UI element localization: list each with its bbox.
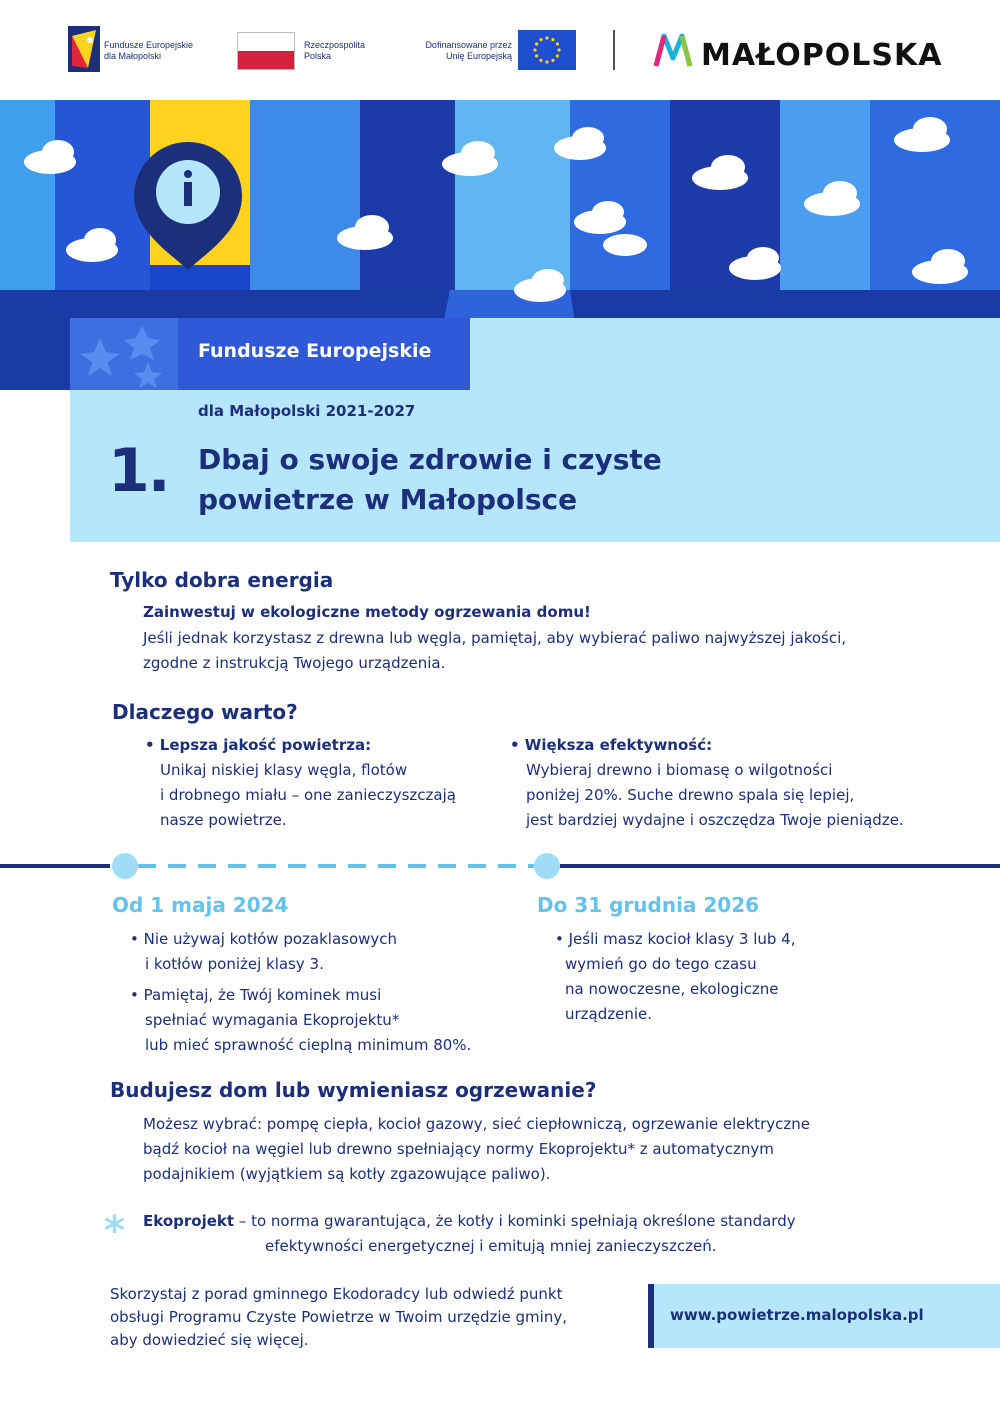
ekoprojekt-def-line2: efektywności energetycznej i emitują mniej zanieczyszczeń.: [265, 1237, 717, 1255]
why-left-line: nasze powietrze.: [160, 811, 287, 829]
why-left-line: Unikaj niskiej klasy węgla, flotów: [160, 761, 408, 779]
eu-stars-decoration: [70, 318, 178, 390]
timeline-left-line: i kotłów poniżej klasy 3.: [145, 955, 324, 973]
timeline-left-line: • Nie używaj kotłów pozaklasowych: [130, 930, 398, 948]
ekoprojekt-def-line1: [143, 1209, 796, 1234]
page-title-line1: Dbaj o swoje zdrowie i czyste: [198, 443, 662, 476]
page-title-line2: powietrze w Małopolsce: [198, 483, 578, 516]
fundusze-europejskie-logo: [68, 26, 100, 72]
fe-tab-label: Fundusze Europejskie: [198, 340, 432, 362]
build-heading: Budujesz dom lub wymieniasz ogrzewanie?: [110, 1078, 597, 1102]
malopolska-wordmark: MAŁOPOLSKA: [701, 38, 943, 73]
asterisk-icon: *: [104, 1208, 125, 1254]
footer-line: Skorzystaj z porad gminnego Ekodoradcy lub odwiedź punkt: [110, 1285, 563, 1303]
why-right-line: poniżej 20%. Suche drewno spala się lepiej,: [526, 786, 855, 804]
stars-icon: [70, 318, 178, 390]
footer-line: obsługi Programu Czyste Powietrze w Twoim urzędzie gminy,: [110, 1308, 567, 1326]
why-left-line: i drobnego miału – one zanieczyszczają: [160, 786, 456, 804]
why-right-line: Wybieraj drewno i biomasę o wilgotności: [526, 761, 833, 779]
timeline-line-right: [560, 864, 1000, 868]
eu-flag: [518, 30, 576, 70]
timeline-dot-start: [112, 853, 138, 879]
ekoprojekt-term: Ekoprojekt: [143, 1212, 235, 1230]
website-link[interactable]: www.powietrze.malopolska.pl: [670, 1306, 924, 1324]
section-number: 1.: [108, 436, 169, 506]
build-line: bądź kocioł na węgiel lub drewno spełniający normy Ekoprojektu* z automatycznym: [143, 1140, 774, 1158]
timeline-right-line: • Jeśli masz kocioł klasy 3 lub 4,: [555, 930, 796, 948]
build-line: podajnikiem (wyjątkiem są kotły zgazowujące paliwo).: [143, 1165, 551, 1183]
ekoprojekt-def1: – to norma gwarantująca, że kotły i kominki spełniają określone standardy: [234, 1212, 796, 1230]
timeline-line-left: [0, 864, 110, 868]
footer-line: aby dowiedzieć się więcej.: [110, 1331, 309, 1349]
timeline-right-line: na nowoczesne, ekologiczne: [565, 980, 779, 998]
logo-separator: [613, 30, 615, 70]
timeline-right-line: wymień go do tego czasu: [565, 955, 757, 973]
malopolska-logo-mark: [652, 30, 694, 70]
timeline-left-line: spełniać wymagania Ekoprojektu*: [145, 1011, 400, 1029]
eu-logo-text: Dofinansowane przez Unię Europejską: [425, 40, 512, 61]
logo-bar: [0, 0, 1000, 100]
timeline-left-line: • Pamiętaj, że Twój kominek musi: [130, 986, 382, 1004]
timeline-dashed: [138, 864, 534, 868]
timeline-right-heading: Do 31 grudnia 2026: [537, 893, 760, 917]
timeline-left-line: lub mieć sprawność cieplną minimum 80%.: [145, 1036, 472, 1054]
build-line: Możesz wybrać: pompę ciepła, kocioł gazowy, sieć ciepłowniczą, ogrzewanie elektryczne: [143, 1115, 810, 1133]
fe-subtitle: dla Małopolski 2021-2027: [198, 402, 416, 420]
timeline-right-line: urządzenie.: [565, 1005, 653, 1023]
poland-flag: [237, 32, 295, 70]
why-left-title: • Lepsza jakość powietrza:: [145, 736, 372, 754]
why-right-line: jest bardziej wydajne i oszczędza Twoje pieniądze.: [526, 811, 904, 829]
timeline-dot-end: [534, 853, 560, 879]
timeline-left-heading: Od 1 maja 2024: [112, 893, 289, 917]
energy-line2: zgodne z instrukcją Twojego urządzenia.: [143, 654, 446, 672]
energy-lead: Zainwestuj w ekologiczne metody ogrzewania domu!: [143, 603, 591, 621]
energy-heading: Tylko dobra energia: [110, 568, 334, 592]
pl-logo-text: Rzeczpospolita Polska: [304, 40, 366, 61]
why-heading: Dlaczego warto?: [112, 700, 298, 724]
energy-line1: Jeśli jednak korzystasz z drewna lub węgla, pamiętaj, aby wybierać paliwo najwyższej jakości,: [143, 629, 847, 647]
why-right-title: • Większa efektywność:: [510, 736, 713, 754]
fe-logo-text: Fundusze Europejskie dla Małopolski: [104, 40, 194, 61]
